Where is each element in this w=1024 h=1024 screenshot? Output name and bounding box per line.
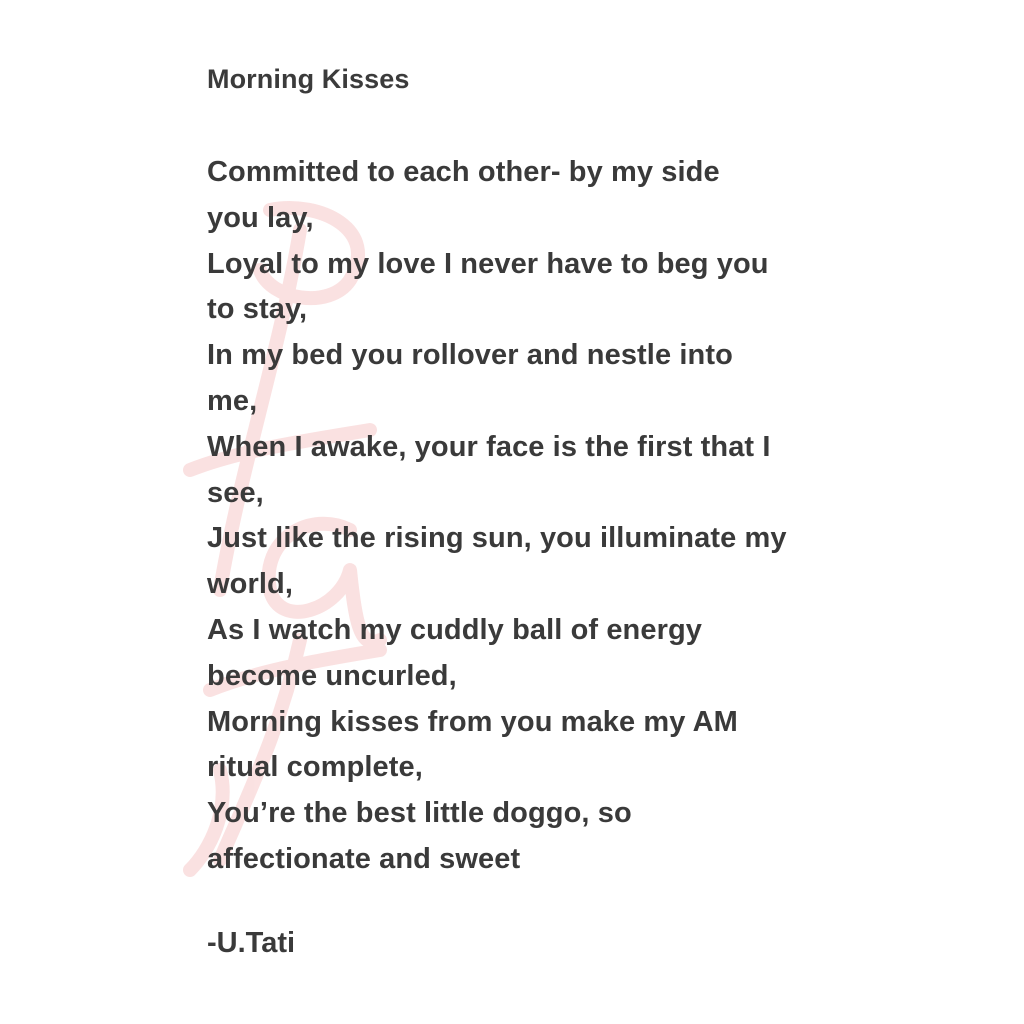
poem-line: Just like the rising sun, you illuminate my (207, 522, 787, 555)
poem-body (207, 150, 827, 883)
poem-line: Loyal to my love I never have to beg you (207, 247, 769, 280)
poem-line: ritual complete, (207, 751, 423, 784)
poem-line: You’re the best little doggo, so (207, 797, 632, 830)
poem-line: affectionate and sweet (207, 842, 521, 875)
author-signature: -U.Tati (207, 927, 296, 959)
poem-line: As I watch my cuddly ball of energy (207, 613, 703, 646)
poem-line: Morning kisses from you make my AM (207, 705, 738, 738)
poem-title: Morning Kisses (207, 64, 410, 94)
poem-line: In my bed you rollover and nestle into (207, 339, 733, 372)
poem-line: Committed to each other- by my side (207, 156, 720, 188)
poem-line: world, (207, 568, 293, 601)
poem-line: When I awake, your face is the first that I (207, 430, 771, 463)
poem-line: become uncurled, (207, 659, 457, 692)
poem-line: you lay, (207, 201, 314, 234)
poem-line: me, (207, 384, 258, 417)
poem-line: to stay, (207, 293, 308, 326)
poem-line: see, (207, 476, 264, 509)
